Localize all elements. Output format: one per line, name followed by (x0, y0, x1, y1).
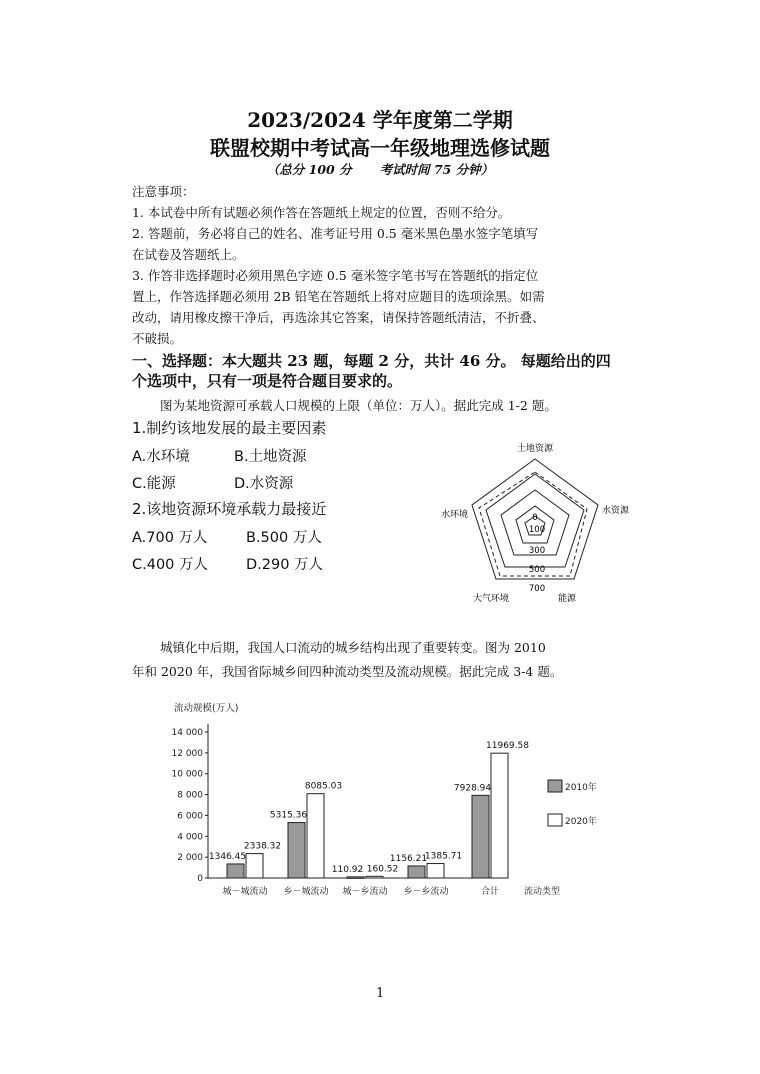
q2-option-b: B.500 万人 (246, 530, 322, 546)
y-tick-label: 12 000 (171, 748, 203, 759)
bar-2020年 (246, 854, 263, 878)
y-tick-label: 8 000 (177, 790, 203, 801)
exam-time: 考试时间 75 分钟） (379, 162, 494, 177)
radar-axis-label-water: 水资源 (602, 506, 630, 516)
radar-axis-label-energy: 能源 (558, 594, 577, 604)
data-label: 160.52 (366, 864, 399, 875)
bar-2020年 (307, 794, 324, 878)
data-label: 1346.45 (208, 851, 247, 862)
y-tick-label: 14 000 (171, 728, 203, 738)
migration-bar-chart (160, 695, 597, 910)
q1-option-a: A.水环境 (132, 449, 190, 465)
category-label: 乡－乡流动 (403, 887, 449, 897)
bar-2010年 (288, 823, 305, 878)
total-score: （总分 100 分 (266, 162, 352, 177)
bar-2010年 (227, 864, 244, 878)
data-label: 5315.36 (269, 810, 308, 821)
note-line: 不破损。 (132, 331, 183, 346)
resource-radar-chart (430, 436, 640, 606)
bar-2020年 (366, 876, 383, 878)
question-2-stem: 2.该地资源环境承载力最接近 (132, 500, 327, 518)
radar-axis-label-land: 土地资源 (516, 444, 554, 454)
exam-title-line2: 联盟校期中考试高一年级地理选修试题 (210, 136, 550, 160)
question-1-stem: 1.制约该地发展的最主要因素 (132, 419, 327, 437)
radar-tick-label: 100 (528, 525, 546, 535)
y-tick-label: 6 000 (177, 811, 203, 822)
radar-tick-label: 300 (528, 546, 546, 556)
note-line: 改动，请用橡皮擦干净后，再选涂其它答案，请保持答题纸清洁，不折叠、 (132, 310, 545, 325)
section-heading-line2: 个选项中，只有一项是符合题目要求的。 (132, 372, 403, 390)
bar-2010年 (408, 866, 425, 878)
data-label: 1385.71 (424, 851, 463, 862)
q1-option-c: C.能源 (132, 476, 176, 492)
note-line: 1. 本试卷中所有试题必须作答在答题纸上规定的位置，否则不给分。 (132, 205, 511, 220)
bar-2020年 (427, 864, 444, 878)
legend-label: 2020年 (565, 817, 597, 827)
note-line: 2. 答题前，务必将自己的姓名、准考证号用 0.5 毫米黑色墨水签字笔填写 (132, 226, 539, 241)
data-label: 110.92 (331, 864, 364, 875)
q1-option-b: B.土地资源 (234, 449, 307, 465)
y-tick-label: 2 000 (177, 853, 203, 864)
page-number: 1 (376, 986, 385, 1001)
y-axis-title: 流动规模(万人) (174, 703, 239, 714)
legend-swatch (548, 780, 562, 792)
data-label: 1156.21 (389, 853, 428, 864)
note-line: 3. 作答非选择题时必须用黑色字迹 0.5 毫米签字笔书写在答题纸的指定位 (132, 268, 539, 283)
paragraph-line2: 年和 2020 年，我国省际城乡间四种流动类型及流动规模。据此完成 3-4 题。 (132, 664, 563, 679)
y-tick-label: 10 000 (171, 769, 203, 780)
paragraph-line1: 城镇化中后期，我国人口流动的城乡结构出现了重要转变。图为 2010 (160, 640, 546, 655)
category-label: 合计 (480, 887, 500, 897)
exam-score-time (0, 160, 760, 178)
radar-tick-label: 500 (528, 565, 546, 575)
exam-title-line1: 2023/2024 学年度第二学期 (247, 108, 513, 132)
question-intro: 图为某地资源可承载人口规模的上限（单位：万人）。据此完成 1-2 题。 (160, 398, 557, 413)
x-axis-title: 流动类型 (523, 887, 561, 897)
data-label: 8085.03 (304, 781, 343, 792)
legend-label: 2010年 (565, 783, 597, 793)
q1-option-d: D.水资源 (234, 476, 294, 492)
category-label: 乡－城流动 (283, 887, 329, 897)
bar-2020年 (491, 753, 508, 878)
bar-2010年 (347, 877, 364, 879)
q2-option-a: A.700 万人 (132, 530, 208, 546)
radar-axis-label-air: 大气环境 (472, 594, 510, 604)
section-heading-line1: 一、选择题：本大题共 23 题，每题 2 分，共计 46 分。 每题给出的四 (132, 352, 611, 370)
y-tick-label: 0 (197, 874, 203, 884)
legend-swatch (548, 814, 562, 826)
category-label: 城－乡流动 (342, 887, 388, 897)
data-label: 2338.32 (243, 841, 282, 852)
q2-option-d: D.290 万人 (246, 557, 324, 573)
category-label: 城－城流动 (222, 887, 268, 897)
radar-tick-label: 700 (528, 584, 546, 594)
bar-2010年 (472, 795, 489, 878)
radar-tick-label: 0 (532, 513, 538, 523)
note-line: 在试卷及答题纸上。 (132, 247, 245, 262)
notes-title: 注意事项： (132, 184, 195, 199)
data-label: 11969.58 (486, 741, 529, 752)
note-line: 置上，作答选择题必须用 2B 铅笔在答题纸上将对应题目的选项涂黑。如需 (132, 289, 545, 304)
data-label: 7928.94 (453, 783, 492, 794)
radar-axis-label-water-env: 水环境 (440, 510, 468, 520)
q2-option-c: C.400 万人 (132, 557, 209, 573)
y-tick-label: 4 000 (177, 832, 203, 843)
